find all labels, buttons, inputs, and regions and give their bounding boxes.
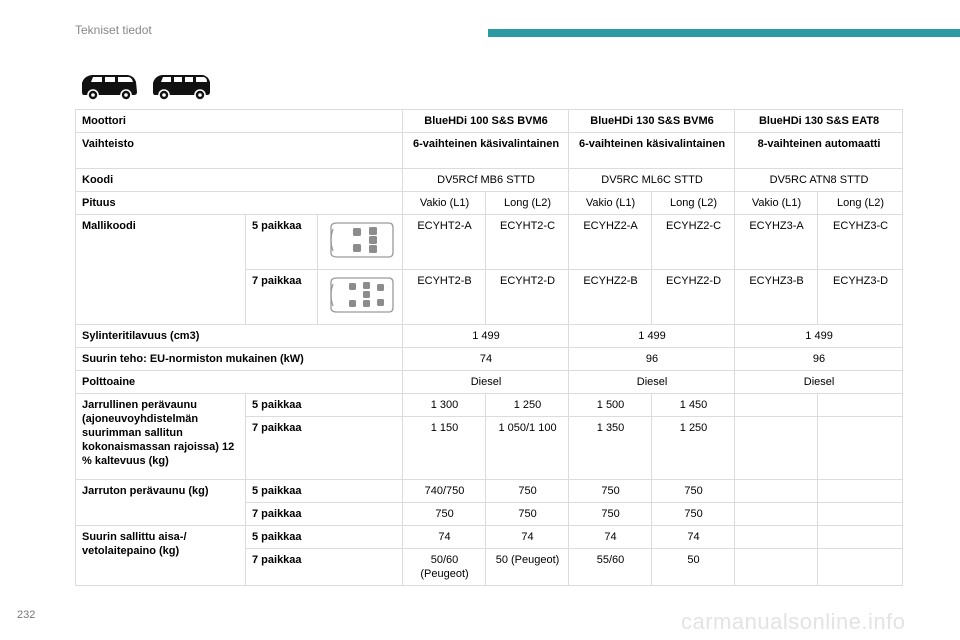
- engine-3: BlueHDi 130 S&S EAT8: [735, 110, 903, 133]
- model-code: ECYHZ2-D: [652, 270, 735, 325]
- power-2: 96: [569, 348, 735, 371]
- seats-label: 5 paikkaa: [246, 480, 403, 503]
- gearbox-2: 6-vaihteinen käsivalintainen: [569, 133, 735, 169]
- model-code: ECYHZ2-A: [569, 215, 652, 270]
- towbar-load: 50/60 (Peugeot): [403, 549, 486, 586]
- seats-label: 5 paikkaa: [246, 215, 318, 270]
- unbraked-trailer: 750: [486, 480, 569, 503]
- braked-trailer: 1 150: [403, 417, 486, 480]
- unbraked-trailer: [818, 503, 903, 526]
- header-accent-bar: [488, 29, 960, 37]
- model-code: ECYHZ3-B: [735, 270, 818, 325]
- power-3: 96: [735, 348, 903, 371]
- seat-layout-7: [318, 270, 403, 325]
- model-code: ECYHZ3-C: [818, 215, 903, 270]
- code-3: DV5RC ATN8 STTD: [735, 169, 903, 192]
- section-title: Tekniset tiedot: [75, 23, 152, 37]
- seats-label: 5 paikkaa: [246, 526, 403, 549]
- row-aisapaino-5: [76, 526, 903, 549]
- fuel-2: Diesel: [569, 371, 735, 394]
- row-pituus: [76, 192, 903, 215]
- unbraked-trailer: [818, 480, 903, 503]
- towbar-load: [818, 549, 903, 586]
- seats-label: 7 paikkaa: [246, 503, 403, 526]
- towbar-load: [735, 526, 818, 549]
- model-code: ECYHT2-C: [486, 215, 569, 270]
- page-number: 232: [17, 609, 36, 621]
- unbraked-trailer: 750: [569, 503, 652, 526]
- seats-label: 7 paikkaa: [246, 270, 318, 325]
- braked-trailer: 1 050/1 100: [486, 417, 569, 480]
- model-code: ECYHZ3-A: [735, 215, 818, 270]
- vehicle-icons: [78, 72, 218, 102]
- label-aisapaino: Suurin sallittu aisa-/ vetolaitepaino (kg): [76, 526, 246, 586]
- row-moottori: [76, 110, 903, 133]
- unbraked-trailer: 750: [486, 503, 569, 526]
- seat-layout-5-icon: [325, 219, 397, 261]
- towbar-load: 74: [569, 526, 652, 549]
- watermark: carmanualsonline.info: [681, 609, 906, 634]
- fuel-3: Diesel: [735, 371, 903, 394]
- label-jarruton: Jarruton perävaunu (kg): [76, 480, 246, 526]
- length-4: Long (L2): [652, 192, 735, 215]
- code-1: DV5RCf MB6 STTD: [403, 169, 569, 192]
- engine-2: BlueHDi 130 S&S BVM6: [569, 110, 735, 133]
- fuel-1: Diesel: [403, 371, 569, 394]
- unbraked-trailer: [735, 480, 818, 503]
- unbraked-trailer: [735, 503, 818, 526]
- braked-trailer: 1 250: [486, 394, 569, 417]
- braked-trailer: 1 250: [652, 417, 735, 480]
- length-5: Vakio (L1): [735, 192, 818, 215]
- displacement-1: 1 499: [403, 325, 569, 348]
- label-jarrullinen: Jarrullinen perävaunu (ajoneuvoyhdistelmän suurimman sallitun kokonaismassan rajoissa) 12 % kaltevuus (kg): [76, 394, 246, 480]
- length-3: Vakio (L1): [569, 192, 652, 215]
- length-1: Vakio (L1): [403, 192, 486, 215]
- power-1: 74: [403, 348, 569, 371]
- label-vaihteisto: Vaihteisto: [76, 133, 403, 169]
- row-jarrullinen-5: [76, 394, 903, 417]
- braked-trailer: 1 500: [569, 394, 652, 417]
- towbar-load: 55/60: [569, 549, 652, 586]
- label-sylinteritilavuus: Sylinteritilavuus (cm3): [76, 325, 403, 348]
- seats-label: 7 paikkaa: [246, 417, 403, 480]
- code-2: DV5RC ML6C STTD: [569, 169, 735, 192]
- braked-trailer: [818, 417, 903, 480]
- towbar-load: 74: [652, 526, 735, 549]
- label-mallikoodi: Mallikoodi: [76, 215, 246, 325]
- model-code: ECYHZ2-C: [652, 215, 735, 270]
- model-code: ECYHT2-A: [403, 215, 486, 270]
- displacement-2: 1 499: [569, 325, 735, 348]
- towbar-load: 50 (Peugeot): [486, 549, 569, 586]
- row-jarruton-5: [76, 480, 903, 503]
- seats-label: 5 paikkaa: [246, 394, 403, 417]
- engine-1: BlueHDi 100 S&S BVM6: [403, 110, 569, 133]
- model-code: ECYHT2-D: [486, 270, 569, 325]
- label-koodi: Koodi: [76, 169, 403, 192]
- van-short-icon: [78, 72, 140, 102]
- label-moottori: Moottori: [76, 110, 403, 133]
- row-sylinteritilavuus: [76, 325, 903, 348]
- label-teho: Suurin teho: EU-normiston mukainen (kW): [76, 348, 403, 371]
- label-pituus: Pituus: [76, 192, 403, 215]
- technical-specs-table: [75, 109, 903, 586]
- towbar-load: 74: [486, 526, 569, 549]
- braked-trailer: 1 300: [403, 394, 486, 417]
- row-polttoaine: [76, 371, 903, 394]
- unbraked-trailer: 740/750: [403, 480, 486, 503]
- unbraked-trailer: 750: [569, 480, 652, 503]
- unbraked-trailer: 750: [403, 503, 486, 526]
- gearbox-1: 6-vaihteinen käsivalintainen: [403, 133, 569, 169]
- row-mallikoodi-5: [76, 215, 903, 270]
- model-code: ECYHZ3-D: [818, 270, 903, 325]
- towbar-load: 50: [652, 549, 735, 586]
- displacement-3: 1 499: [735, 325, 903, 348]
- model-code: ECYHZ2-B: [569, 270, 652, 325]
- model-code: ECYHT2-B: [403, 270, 486, 325]
- towbar-load: [818, 526, 903, 549]
- length-2: Long (L2): [486, 192, 569, 215]
- braked-trailer: [735, 394, 818, 417]
- length-6: Long (L2): [818, 192, 903, 215]
- seat-layout-5: [318, 215, 403, 270]
- seat-layout-7-icon: [325, 274, 397, 316]
- row-teho: [76, 348, 903, 371]
- label-polttoaine: Polttoaine: [76, 371, 403, 394]
- towbar-load: [735, 549, 818, 586]
- row-vaihteisto: [76, 133, 903, 169]
- braked-trailer: [735, 417, 818, 480]
- seats-label: 7 paikkaa: [246, 549, 403, 586]
- gearbox-3: 8-vaihteinen automaatti: [735, 133, 903, 169]
- van-long-icon: [150, 72, 212, 102]
- braked-trailer: [818, 394, 903, 417]
- unbraked-trailer: 750: [652, 503, 735, 526]
- braked-trailer: 1 350: [569, 417, 652, 480]
- row-koodi: [76, 169, 903, 192]
- towbar-load: 74: [403, 526, 486, 549]
- braked-trailer: 1 450: [652, 394, 735, 417]
- unbraked-trailer: 750: [652, 480, 735, 503]
